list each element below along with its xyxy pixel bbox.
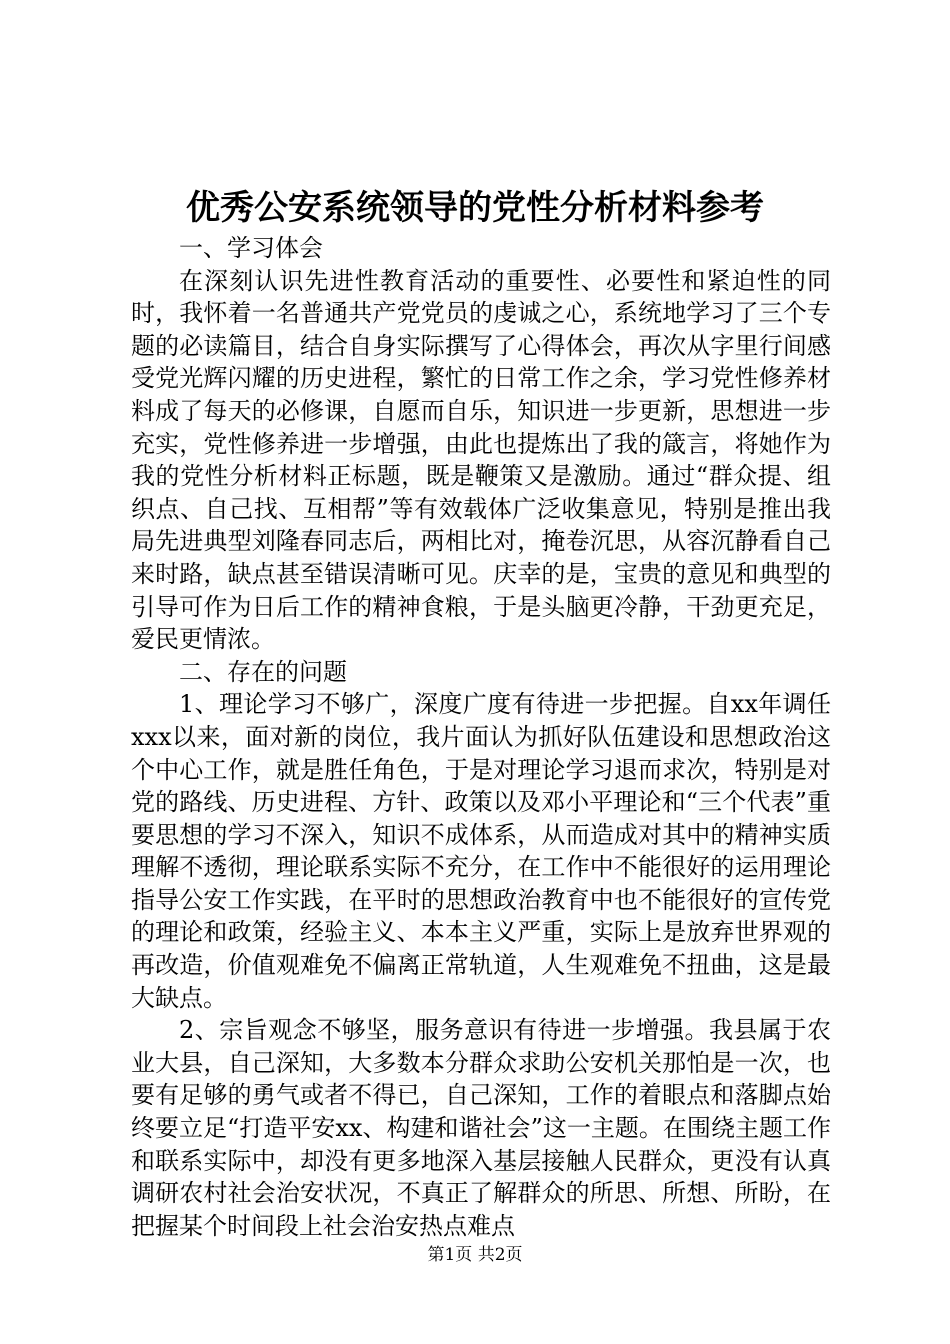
section-heading-1: 一、学习体会	[179, 234, 323, 262]
body-paragraph-2: 1、理论学习不够广，深度广度有待进一步把握。自xx年调任xxx以来，面对新的岗位，我片面认为抓好队伍建设和思想政治这个中心工作，就是胜任角色，于是对理论学习退而求次，特别是对党的路线、历史进程、方针、政策以及邓小平理论和“三个代表”重要思想的学习不深入，知识不成体系，从而造成对其中的精神实质理解不透彻，理论联系实际不充分，在工作中不能很好的运用理论指导公安工作实践，在平时的思想政治教育中也不能很好的宣传党的理论和政策，经验主义、本本主义严重，实际上是放弃世界观的再改造，价值观难免不偏离正常轨道，人生观难免不扭曲，这是最大缺点。	[131, 690, 831, 1012]
document-title: 优秀公安系统领导的党性分析材料参考	[186, 188, 764, 228]
body-paragraph-1: 在深刻认识先进性教育活动的重要性、必要性和紧迫性的同时，我怀着一名普通共产党党员的虔诚之心，系统地学习了三个专题的必读篇目，结合自身实际撰写了心得体会，再次从字里行间感受党光辉闪耀的历史进程，繁忙的日常工作之余，学习党性修养材料成了每天的必修课，自愿而自乐，知识进一步更新，思想进一步充实，党性修养进一步增强，由此也提炼出了我的箴言，将她作为我的党性分析材料正标题，既是鞭策又是激励。通过“群众提、组织点、自己找、互相帮”等有效载体广泛收集意见，特别是推出我局先进典型刘隆春同志后，两相比对，掩卷沉思，从容沉静看自己来时路，缺点甚至错误清晰可见。庆幸的是，宝贵的意见和典型的引导可作为日后工作的精神食粮，于是头脑更冷静，干劲更充足，爱民更情浓。	[131, 266, 831, 654]
section-heading-2: 二、存在的问题	[179, 657, 347, 686]
document-body	[131, 232, 831, 1242]
page-footer: 第1页 共2页	[427, 1245, 523, 1265]
body-paragraph-3: 2、宗旨观念不够坚，服务意识有待进一步增强。我县属于农业大县，自己深知，大多数本分群众求助公安机关那怕是一次，也要有足够的勇气或者不得已，自己深知，工作的着眼点和落脚点始终要立足“打造平安xx、构建和谐社会”这一主题。在围绕主题工作和联系实际中，却没有更多地深入基层接触人民群众，更没有认真调研农村社会治安状况，不真正了解群众的所思、所想、所盼，在把握某个时间段上社会治安热点难点	[131, 1016, 831, 1240]
